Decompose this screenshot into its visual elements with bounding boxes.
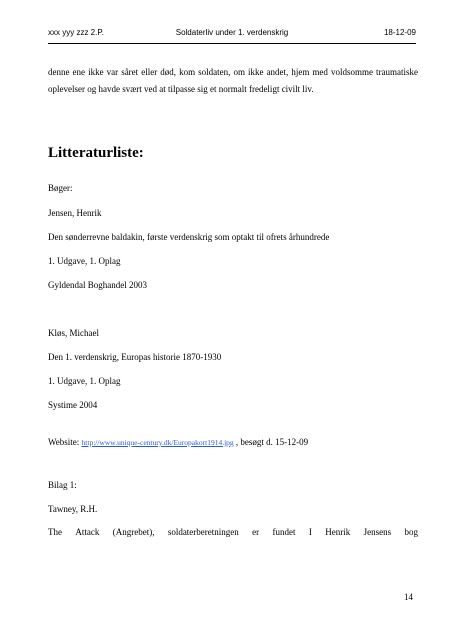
word: Attack <box>75 527 100 537</box>
book2-author: Kløs, Michael <box>48 328 99 338</box>
book1-title: Den sønderrevne baldakin, første verdenskrig som optakt til ofrets århundrede <box>48 232 330 242</box>
word: fundet <box>272 527 296 537</box>
appendix-author: Tawney, R.H. <box>48 504 98 514</box>
book1-publisher: Gyldendal Boghandel 2003 <box>48 280 147 290</box>
book1-author: Jensen, Henrik <box>48 208 102 218</box>
website-line <box>48 437 308 447</box>
header-date: 18-12-09 <box>383 28 416 37</box>
appendix-description-line <box>48 527 418 537</box>
book2-publisher: Systime 2004 <box>48 400 98 410</box>
website-link[interactable]: http://www.unique-century.dk/Europakort1914.jpg <box>81 438 234 447</box>
book2-edition: 1. Udgave, 1. Oplag <box>48 376 121 386</box>
header-rule <box>48 43 416 44</box>
appendix-label: Bilag 1: <box>48 480 77 490</box>
word: (Angrebet), <box>112 527 155 537</box>
word: soldaterberetningen <box>167 527 239 537</box>
word: Jensens <box>363 527 392 537</box>
book1-edition: 1. Udgave, 1. Oplag <box>48 256 121 266</box>
bibliography-title: Litteraturliste: <box>48 145 144 161</box>
intro-paragraph: denne ene ikke var såret eller død, kom soldaten, om ikke andet, hjem med voldsomme traumatiske oplevelser og havde svært ved at tilpasse sig et normalt fredeligt civilt liv. <box>48 67 418 94</box>
page-header <box>48 28 416 42</box>
word: bog <box>404 527 418 537</box>
header-title: Soldaterliv under 1. verdenskrig <box>175 28 289 37</box>
page-number: 14 <box>404 592 413 602</box>
word: The <box>48 527 62 537</box>
books-label: Bøger: <box>48 183 73 193</box>
word: er <box>252 527 260 537</box>
word: Henrik <box>325 527 351 537</box>
header-left: xxx yyy zzz 2.P. <box>48 28 104 37</box>
website-visited: , besøgt d. 15-12-09 <box>235 437 309 447</box>
website-label: Website: <box>48 437 80 447</box>
book2-title: Den 1. verdenskrig, Europas historie 1870-1930 <box>48 352 222 362</box>
word: I <box>308 527 312 537</box>
